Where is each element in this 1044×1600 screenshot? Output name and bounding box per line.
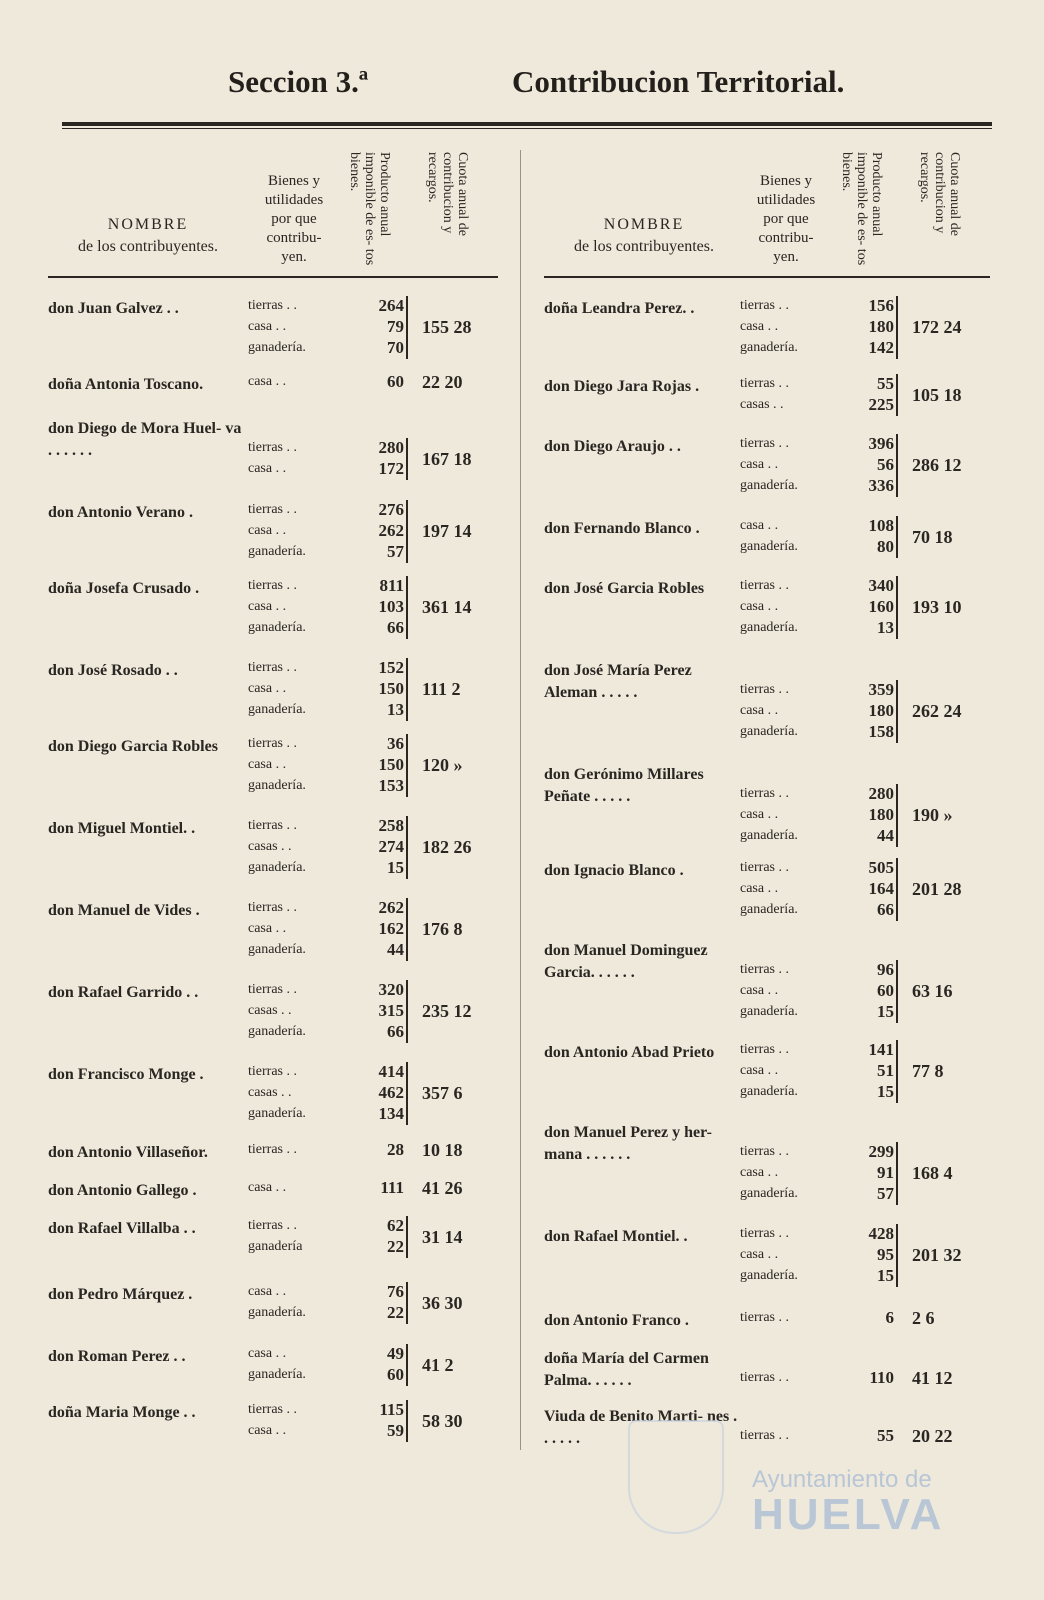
- contributor-name: don Manuel Perez y her- mana . . . . . .: [544, 1124, 712, 1163]
- producto-column-header: Producto anual imponible de es- tos bienes.: [839, 152, 884, 266]
- contributor-name: don José Garcia Robles: [544, 580, 705, 597]
- bienes-item-label: casas . .: [248, 1003, 292, 1018]
- producto-value: 142: [868, 338, 894, 357]
- grouping-brace: [406, 816, 412, 879]
- watermark-line1: Ayuntamiento de: [752, 1466, 932, 1493]
- bienes-line: yen.: [281, 249, 307, 265]
- bienes-item-label: tierras . .: [740, 1042, 789, 1057]
- name-header-line2: de los contribuyentes.: [78, 238, 218, 255]
- bienes-item-label: casa . .: [248, 921, 287, 936]
- producto-value: 276: [378, 500, 404, 519]
- producto-value: 160: [868, 597, 894, 616]
- bienes-line: contribu-: [266, 230, 322, 246]
- producto-value: 66: [387, 618, 404, 637]
- contributor-name: don Juan Galvez . .: [48, 300, 179, 317]
- bienes-item-label: tierras . .: [740, 578, 789, 593]
- bienes-item-label: tierras . .: [248, 1402, 297, 1417]
- grouping-brace: [406, 1216, 412, 1258]
- producto-value: 60: [877, 981, 894, 1000]
- bienes-item-label: tierras . .: [740, 1144, 789, 1159]
- bienes-item-label: casas . .: [248, 839, 292, 854]
- watermark-line2: HUELVA: [752, 1490, 945, 1539]
- grouping-brace: [406, 734, 412, 797]
- contributor-name: doña Leandra Perez. .: [544, 300, 695, 317]
- producto-value: 152: [378, 658, 404, 677]
- contributor-name: don José María Perez Aleman . . . . .: [544, 662, 692, 701]
- bienes-line: yen.: [773, 249, 799, 265]
- contributor-name: don Rafael Montiel. .: [544, 1228, 688, 1245]
- contributor-name: don Gerónimo Millares Peñate . . . . .: [544, 766, 704, 805]
- section-label: Seccion 3.ª: [228, 64, 369, 99]
- cuota-value: 197 14: [422, 521, 472, 541]
- grouping-brace: [406, 658, 412, 721]
- bienes-line: contribu-: [758, 230, 814, 246]
- top-rule-thin: [62, 128, 992, 129]
- producto-value: 62: [387, 1216, 404, 1235]
- cuota-value: 172 24: [912, 317, 962, 337]
- grouping-brace: [406, 1062, 412, 1125]
- producto-value: 66: [387, 1022, 404, 1041]
- producto-value: 262: [378, 521, 404, 540]
- bienes-item-label: casa . .: [248, 1284, 287, 1299]
- left-column-header: [48, 150, 508, 278]
- cuota-value: 36 30: [422, 1292, 463, 1313]
- producto-value: 57: [387, 542, 404, 561]
- bienes-item-label: tierras . .: [248, 440, 297, 455]
- producto-value: 108: [868, 516, 894, 535]
- grouping-brace: [896, 296, 902, 359]
- name-column-header: [48, 214, 248, 258]
- producto-value: 115: [379, 1400, 404, 1419]
- grouping-brace: [896, 960, 902, 1023]
- bienes-item-label: casa . .: [740, 983, 779, 998]
- bienes-item-label: ganadería.: [248, 1024, 306, 1039]
- cuota-value: 63 16: [912, 981, 953, 1001]
- page-heading: [0, 64, 1044, 108]
- bienes-line: Bienes y: [759, 173, 813, 189]
- producto-value: 414: [378, 1062, 404, 1081]
- bienes-item-label: tierras . .: [740, 786, 789, 801]
- cuota-value: 167 18: [422, 448, 472, 469]
- bienes-item-label: casa . .: [248, 461, 287, 476]
- producto-value: 110: [869, 1368, 894, 1387]
- cuota-value: 286 12: [912, 455, 962, 475]
- producto-value: 60: [387, 372, 404, 391]
- producto-value: 80: [877, 537, 894, 556]
- contributor-name: don Diego Jara Rojas .: [544, 378, 700, 395]
- cuota-value: 70 18: [912, 526, 953, 547]
- contributor-name: don Miguel Montiel. .: [48, 820, 196, 837]
- name-header-line1: NOMBRE: [107, 216, 189, 233]
- producto-value: 505: [868, 858, 894, 877]
- cuota-value: 41 2: [422, 1354, 454, 1375]
- bienes-item-label: ganadería.: [248, 1106, 306, 1121]
- bienes-item-label: casa . .: [248, 1180, 287, 1195]
- grouping-brace: [896, 516, 902, 558]
- bienes-item-label: ganadería.: [740, 724, 798, 739]
- contributor-name: don Fernando Blanco .: [544, 520, 700, 537]
- bienes-line: por que: [763, 211, 809, 227]
- bienes-item-label: ganadería.: [248, 778, 306, 793]
- producto-value: 141: [868, 1040, 894, 1059]
- producto-value: 336: [868, 476, 894, 495]
- producto-value: 70: [387, 338, 404, 357]
- contributor-name: don José Rosado . .: [48, 662, 178, 679]
- producto-value: 15: [877, 1002, 894, 1021]
- bienes-item-label: tierras . .: [248, 298, 297, 313]
- cuota-value: 262 24: [912, 701, 962, 721]
- producto-value: 15: [877, 1082, 894, 1101]
- producto-value: 315: [378, 1001, 404, 1020]
- contributor-name: don Antonio Abad Prieto: [544, 1044, 715, 1061]
- producto-value: 299: [868, 1142, 894, 1161]
- bienes-item-label: casa . .: [740, 1063, 779, 1078]
- bienes-item-label: casa . .: [740, 1165, 779, 1180]
- right-column-header: [544, 150, 1004, 278]
- name-header-line1: NOMBRE: [603, 216, 685, 233]
- bienes-item-label: ganadería.: [248, 620, 306, 635]
- bienes-line: utilidades: [264, 192, 324, 208]
- producto-value: 264: [378, 296, 404, 315]
- producto-value: 262: [378, 898, 404, 917]
- bienes-item-label: casa . .: [248, 523, 287, 538]
- grouping-brace: [896, 434, 902, 497]
- bienes-item-label: tierras . .: [740, 1428, 789, 1443]
- cuota-value: 10 18: [422, 1140, 463, 1160]
- producto-value: 150: [378, 755, 404, 774]
- producto-value: 153: [378, 776, 404, 795]
- bienes-item-label: ganadería.: [740, 1268, 798, 1283]
- cuota-value: 357 6: [422, 1083, 463, 1103]
- producto-value: 156: [868, 296, 894, 315]
- producto-value: 103: [378, 597, 404, 616]
- bienes-line: por que: [271, 211, 317, 227]
- bienes-item-label: tierras . .: [740, 860, 789, 875]
- archive-watermark: [752, 1466, 992, 1540]
- producto-value: 280: [868, 784, 894, 803]
- producto-value: 56: [877, 455, 894, 474]
- producto-value: 44: [877, 826, 894, 845]
- bienes-item-label: casa . .: [740, 518, 779, 533]
- contributor-name: don Diego Garcia Robles: [48, 738, 218, 755]
- bienes-item-label: tierras . .: [740, 298, 789, 313]
- producto-value: 150: [378, 679, 404, 698]
- bienes-item-label: ganadería.: [740, 1004, 798, 1019]
- contributor-name: don Rafael Villalba . .: [48, 1220, 196, 1237]
- contributor-name: don Roman Perez . .: [48, 1348, 186, 1365]
- bienes-item-label: tierras . .: [248, 578, 297, 593]
- bienes-item-label: tierras . .: [248, 502, 297, 517]
- bienes-item-label: ganadería.: [248, 544, 306, 559]
- grouping-brace: [406, 296, 412, 359]
- producto-value: 59: [387, 1421, 404, 1440]
- contributor-name: don Ignacio Blanco .: [544, 862, 684, 879]
- bienes-item-label: casa . .: [248, 757, 287, 772]
- bienes-item-label: casas . .: [248, 1085, 292, 1100]
- bienes-item-label: ganadería.: [740, 340, 798, 355]
- producto-value: 428: [868, 1224, 894, 1243]
- producto-value: 462: [378, 1083, 404, 1102]
- bienes-item-label: tierras . .: [740, 682, 789, 697]
- grouping-brace: [896, 784, 902, 847]
- producto-value: 164: [868, 879, 894, 898]
- cuota-value: 201 32: [912, 1245, 962, 1265]
- producto-value: 44: [387, 940, 404, 959]
- cuota-value: 111 2: [422, 679, 461, 699]
- producto-value: 172: [378, 459, 404, 478]
- producto-value: 274: [378, 837, 404, 856]
- bienes-item-label: casa . .: [248, 1423, 287, 1438]
- bienes-item-label: tierras . .: [248, 900, 297, 915]
- cuota-value: 155 28: [422, 317, 472, 337]
- bienes-item-label: ganadería.: [740, 1084, 798, 1099]
- producto-value: 66: [877, 900, 894, 919]
- producto-value: 55: [877, 1426, 894, 1445]
- contributor-name: don Manuel Dominguez Garcia. . . . . .: [544, 942, 708, 981]
- cuota-value: 361 14: [422, 597, 472, 617]
- cuota-value: 105 18: [912, 384, 962, 405]
- producto-value: 55: [877, 374, 894, 393]
- cuota-value: 176 8: [422, 919, 463, 939]
- cuota-value: 58 30: [422, 1410, 463, 1431]
- grouping-brace: [896, 680, 902, 743]
- producto-value: 134: [378, 1104, 404, 1123]
- producto-value: 225: [868, 395, 894, 414]
- producto-value: 96: [877, 960, 894, 979]
- cuota-value: 22 20: [422, 372, 463, 392]
- cuota-value: 235 12: [422, 1001, 472, 1021]
- cuota-value: 193 10: [912, 597, 962, 617]
- producto-value: 320: [378, 980, 404, 999]
- cuota-column-header: Cuota anual de contribucion y recargos.: [917, 152, 962, 236]
- grouping-brace: [896, 1040, 902, 1103]
- bienes-item-label: casa . .: [740, 599, 779, 614]
- producto-value: 22: [387, 1303, 404, 1322]
- contributor-name: don Rafael Garrido . .: [48, 984, 199, 1001]
- grouping-brace: [406, 1282, 412, 1324]
- bienes-item-label: ganadería.: [248, 1305, 306, 1320]
- contributor-name: don Antonio Villaseñor.: [48, 1144, 208, 1161]
- bienes-column-header: [738, 172, 834, 267]
- producto-value: 36: [387, 734, 404, 753]
- bienes-line: Bienes y: [267, 173, 321, 189]
- bienes-item-label: casa . .: [248, 681, 287, 696]
- grouping-brace: [896, 1224, 902, 1287]
- bienes-item-label: tierras . .: [248, 1218, 297, 1233]
- bienes-item-label: ganadería.: [248, 340, 306, 355]
- producto-value: 258: [378, 816, 404, 835]
- cuota-value: 2 6: [912, 1308, 935, 1328]
- bienes-item-label: casa . .: [740, 807, 779, 822]
- grouping-brace: [406, 898, 412, 961]
- producto-value: 49: [387, 1344, 404, 1363]
- cuota-value: 182 26: [422, 837, 472, 857]
- bienes-item-label: ganadería.: [248, 942, 306, 957]
- bienes-item-label: tierras . .: [740, 1370, 789, 1385]
- grouping-brace: [406, 576, 412, 639]
- header-rule: [544, 276, 990, 278]
- grouping-brace: [896, 1142, 902, 1205]
- cuota-value: 31 14: [422, 1226, 463, 1247]
- contributor-name: doña Maria Monge . .: [48, 1404, 196, 1421]
- contributor-name: don Pedro Márquez .: [48, 1286, 193, 1303]
- bienes-item-label: tierras . .: [248, 660, 297, 675]
- bienes-item-label: tierras . .: [740, 962, 789, 977]
- producto-value: 51: [877, 1061, 894, 1080]
- producto-value: 13: [387, 700, 404, 719]
- municipal-seal-watermark: [628, 1420, 724, 1534]
- bienes-item-label: ganadería.: [740, 828, 798, 843]
- bienes-item-label: ganadería.: [740, 620, 798, 635]
- bienes-item-label: tierras . .: [248, 1064, 297, 1079]
- producto-value: 22: [387, 1237, 404, 1256]
- top-rule: [62, 122, 992, 126]
- bienes-item-label: ganadería.: [248, 702, 306, 717]
- bienes-item-label: ganadería.: [740, 478, 798, 493]
- grouping-brace: [406, 980, 412, 1043]
- producto-value: 60: [387, 1365, 404, 1384]
- cuota-column-header: Cuota anual de contribucion y recargos.: [425, 152, 470, 236]
- cuota-value: 190 »: [912, 805, 953, 825]
- contributor-name: don Francisco Monge .: [48, 1066, 204, 1083]
- contributor-name: doña María del Carmen Palma. . . . . .: [544, 1350, 709, 1389]
- bienes-item-label: casa . .: [740, 703, 779, 718]
- producto-value: 162: [378, 919, 404, 938]
- bienes-item-label: tierras . .: [740, 376, 789, 391]
- bienes-line: utilidades: [756, 192, 816, 208]
- contributor-name: don Antonio Verano .: [48, 504, 193, 521]
- contributor-name: don Antonio Franco .: [544, 1312, 689, 1329]
- bienes-item-label: casa . .: [740, 457, 779, 472]
- bienes-item-label: ganadería.: [740, 1186, 798, 1201]
- bienes-item-label: tierras . .: [740, 436, 789, 451]
- bienes-item-label: ganadería.: [248, 860, 306, 875]
- producto-value: 180: [868, 805, 894, 824]
- producto-value: 13: [877, 618, 894, 637]
- column-divider: [520, 150, 521, 1450]
- contributor-name: don Diego Araujo . .: [544, 438, 681, 455]
- grouping-brace: [896, 858, 902, 921]
- header-rule: [48, 276, 498, 278]
- producto-column-header: Producto anual imponible de es- tos bienes.: [347, 152, 392, 266]
- bienes-item-label: casa . .: [740, 1247, 779, 1262]
- name-header-line2: de los contribuyentes.: [574, 238, 714, 255]
- cuota-value: 41 26: [422, 1178, 463, 1198]
- producto-value: 811: [379, 576, 404, 595]
- grouping-brace: [406, 438, 412, 480]
- contributor-name: Viuda de Benito Marti- nes . . . . . .: [544, 1408, 738, 1447]
- grouping-brace: [896, 374, 902, 416]
- producto-value: 280: [378, 438, 404, 457]
- page-title: Contribucion Territorial.: [512, 64, 845, 99]
- bienes-item-label: tierras . .: [248, 736, 297, 751]
- bienes-item-label: ganadería.: [740, 539, 798, 554]
- producto-value: 57: [877, 1184, 894, 1203]
- bienes-item-label: casas . .: [740, 397, 784, 412]
- producto-value: 180: [868, 701, 894, 720]
- contributor-name: don Manuel de Vides .: [48, 902, 200, 919]
- producto-value: 180: [868, 317, 894, 336]
- name-column-header: [544, 214, 744, 258]
- grouping-brace: [406, 500, 412, 563]
- cuota-value: 20 22: [912, 1426, 953, 1446]
- producto-value: 340: [868, 576, 894, 595]
- grouping-brace: [896, 576, 902, 639]
- cuota-value: 77 8: [912, 1061, 944, 1081]
- producto-value: 396: [868, 434, 894, 453]
- bienes-item-label: tierras . .: [248, 818, 297, 833]
- bienes-item-label: ganadería.: [740, 902, 798, 917]
- producto-value: 15: [877, 1266, 894, 1285]
- producto-value: 91: [877, 1163, 894, 1182]
- producto-value: 111: [380, 1178, 404, 1197]
- bienes-item-label: casa . .: [248, 374, 287, 389]
- bienes-item-label: casa . .: [740, 319, 779, 334]
- producto-value: 95: [877, 1245, 894, 1264]
- producto-value: 28: [387, 1140, 404, 1159]
- contributor-name: don Diego de Mora Huel- va . . . . . .: [48, 420, 242, 459]
- producto-value: 15: [387, 858, 404, 877]
- producto-value: 76: [387, 1282, 404, 1301]
- grouping-brace: [406, 1344, 412, 1386]
- bienes-item-label: casa . .: [248, 319, 287, 334]
- bienes-item-label: tierras . .: [740, 1310, 789, 1325]
- bienes-item-label: tierras . .: [248, 1142, 297, 1157]
- grouping-brace: [406, 1400, 412, 1442]
- bienes-item-label: ganadería: [248, 1239, 303, 1254]
- producto-value: 6: [885, 1308, 894, 1327]
- bienes-item-label: tierras . .: [740, 1226, 789, 1241]
- bienes-item-label: casa . .: [740, 881, 779, 896]
- bienes-item-label: ganadería.: [248, 1367, 306, 1382]
- bienes-item-label: casa . .: [248, 599, 287, 614]
- cuota-value: 201 28: [912, 879, 962, 899]
- bienes-column-header: [246, 172, 342, 267]
- producto-value: 158: [868, 722, 894, 741]
- producto-value: 79: [387, 317, 404, 336]
- bienes-item-label: casa . .: [248, 1346, 287, 1361]
- contributor-name: doña Antonia Toscano.: [48, 376, 204, 393]
- bienes-item-label: tierras . .: [248, 982, 297, 997]
- contributor-name: don Antonio Gallego .: [48, 1182, 197, 1199]
- producto-value: 359: [868, 680, 894, 699]
- contributor-name: doña Josefa Crusado .: [48, 580, 200, 597]
- cuota-value: 41 12: [912, 1368, 953, 1388]
- cuota-value: 120 »: [422, 755, 463, 775]
- cuota-value: 168 4: [912, 1163, 953, 1183]
